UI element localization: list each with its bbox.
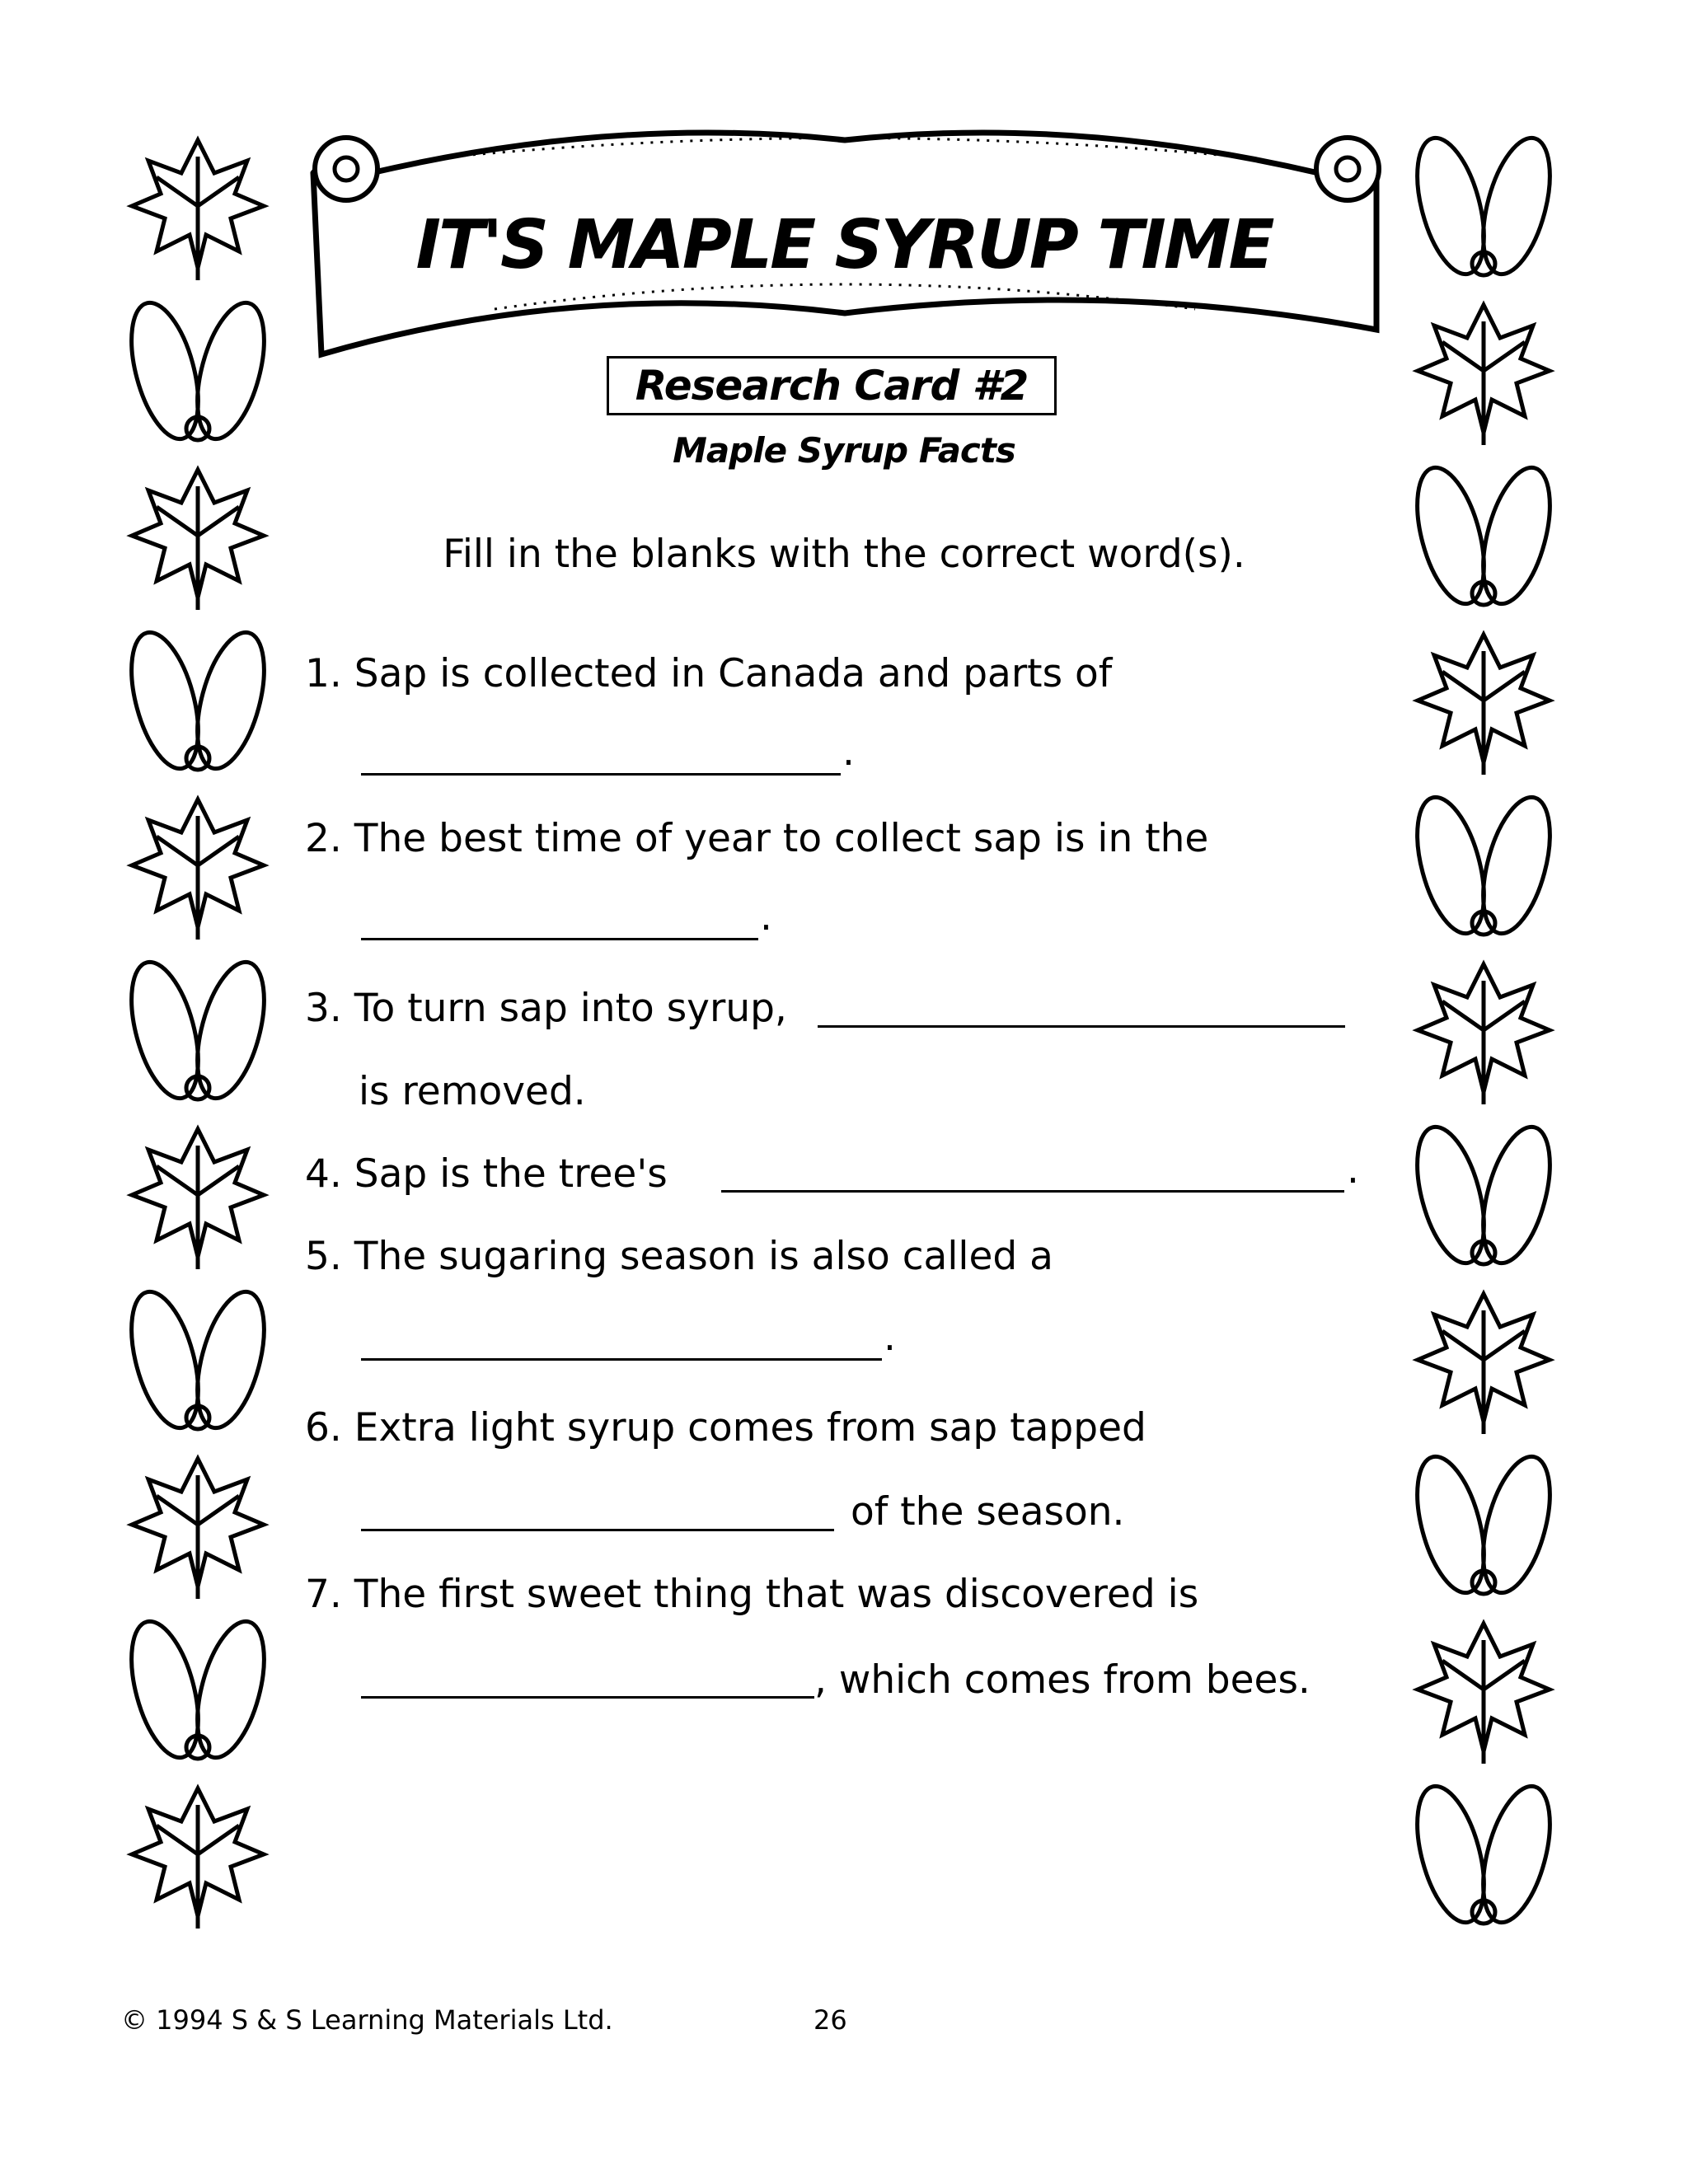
maple-leaf-icon (132, 1129, 264, 1269)
maple-seed-icon (1404, 790, 1563, 940)
copyright: © 1994 S & S Learning Materials Ltd. (121, 2004, 613, 2036)
question-7: 7. The first sweet thing that was discovered is (305, 1572, 1199, 1617)
question-6: 6. Extra light syrup comes from sap tapped (305, 1405, 1146, 1451)
page-title: IT'S MAPLE SYRUP TIME (415, 206, 1273, 284)
answer-blank-2[interactable] (361, 938, 758, 940)
punctuation: . (884, 1315, 896, 1360)
maple-seed-icon (1404, 1120, 1563, 1270)
question-1: 1. Sap is collected in Canada and parts of (305, 651, 1113, 696)
maple-leaf-icon (1418, 1624, 1550, 1764)
question-5: 5. The sugaring season is also called a (305, 1234, 1053, 1279)
maple-leaf-icon (1418, 1294, 1550, 1434)
research-card-label: Research Card #2 (607, 356, 1057, 415)
answer-blank-5[interactable] (361, 1358, 882, 1361)
answer-blank-7[interactable] (361, 1696, 814, 1699)
maple-seed-icon (119, 1285, 277, 1435)
right-leaf-border (1401, 124, 1566, 1937)
maple-leaf-icon (132, 1459, 264, 1599)
question-2: 2. The best time of year to collect sap is in the (305, 816, 1209, 861)
answer-blank-3[interactable] (818, 1025, 1345, 1028)
maple-leaf-icon (132, 1788, 264, 1929)
answer-blank-1[interactable] (361, 773, 841, 776)
maple-seed-icon (1404, 1450, 1563, 1600)
punctuation: . (760, 894, 772, 940)
page-number: 26 (814, 2004, 847, 2036)
question-7-continuation: , which comes from bees. (814, 1657, 1311, 1703)
maple-leaf-icon (132, 799, 264, 940)
question-3-continuation: is removed. (359, 1069, 586, 1114)
maple-seed-icon (1404, 1779, 1563, 1929)
punctuation: . (1347, 1147, 1359, 1193)
subtitle: Maple Syrup Facts (673, 430, 1015, 471)
answer-blank-6[interactable] (361, 1529, 834, 1531)
maple-seed-icon (119, 626, 277, 776)
question-3: 3. To turn sap into syrup, (305, 986, 787, 1031)
maple-leaf-icon (1418, 635, 1550, 775)
maple-seed-icon (119, 955, 277, 1105)
maple-leaf-icon (1418, 964, 1550, 1104)
maple-leaf-icon (1418, 305, 1550, 445)
punctuation: . (842, 729, 855, 775)
maple-seed-icon (119, 1615, 277, 1765)
question-4: 4. Sap is the tree's (305, 1151, 668, 1197)
question-6-continuation: of the season. (851, 1489, 1125, 1535)
instructions: Fill in the blanks with the correct word(s). (443, 532, 1245, 577)
left-leaf-border (115, 124, 280, 1937)
answer-blank-4[interactable] (721, 1190, 1344, 1193)
maple-seed-icon (119, 296, 277, 446)
